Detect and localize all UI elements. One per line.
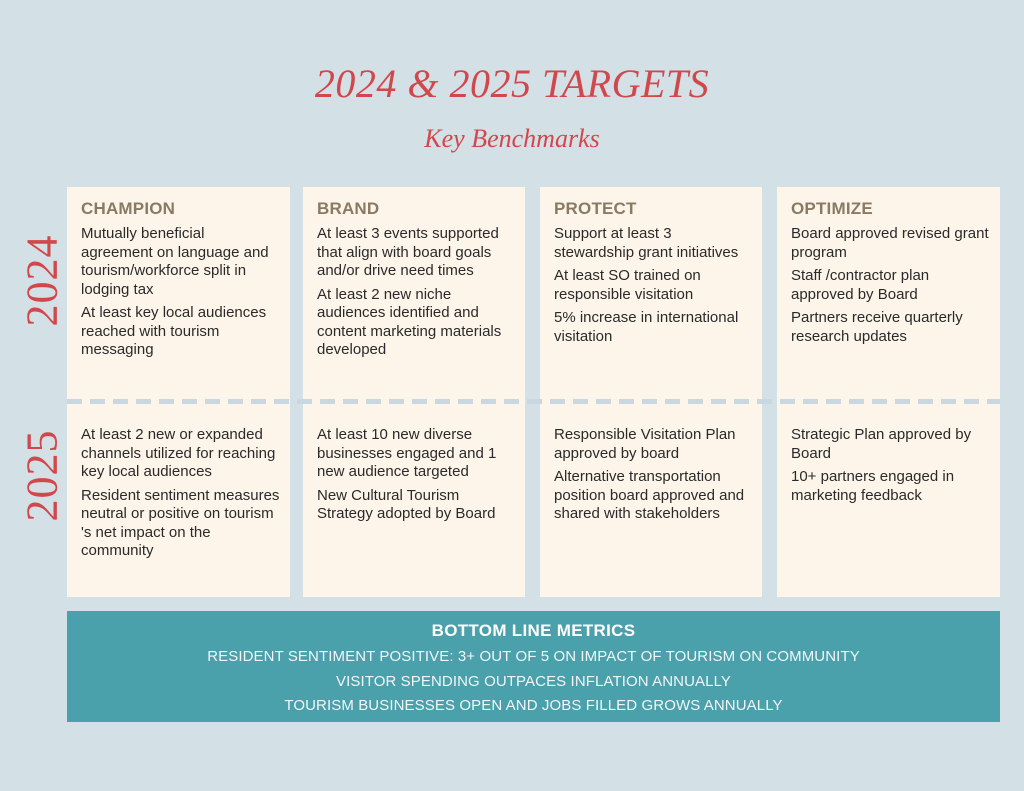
target-item: Resident sentiment measures neutral or positive on tourism 's net impact on the community [81,486,280,559]
target-item: New Cultural Tourism Strategy adopted by Board [317,486,496,522]
target-item: 10+ partners engaged in marketing feedback [791,468,955,504]
target-item: At least 10 new diverse businesses engaged and 1 new audience targeted [317,426,497,480]
year-label-2024 [17,215,67,345]
target-item: Board approved revised grant program [791,225,989,261]
pillar-heading: PROTECT [554,199,637,218]
target-item: Strategic Plan approved by Board [791,426,972,462]
target-item: At least 2 new or expanded channels utilized for reaching key local audiences [81,426,276,480]
bottom-line-metric: TOURISM BUSINESSES OPEN AND JOBS FILLED GROWS ANNUALLY [284,697,783,714]
target-item: Mutually beneficial agreement on language and tourism/workforce split in lodging tax [81,225,269,298]
year-divider-dashed-line [67,399,1000,404]
target-item: Partners receive quarterly research updates [791,309,963,345]
target-item: Responsible Visitation Plan approved by board [554,426,736,462]
pillar-heading: CHAMPION [81,199,176,218]
target-item: Support at least 3 stewardship grant initiatives [554,225,739,261]
target-item: At least SO trained on responsible visitation [554,267,701,303]
year-2025-text: 2025 [17,429,67,521]
pillar-column-champion [67,187,290,597]
cell-protect-2024 [540,187,762,399]
cell-protect-2025 [540,409,762,597]
pillar-heading: OPTIMIZE [791,199,873,218]
target-item: Alternative transportation position board approved and shared with stakeholders [554,468,745,522]
pillar-heading: BRAND [317,199,380,218]
page-title: 2024 & 2025 TARGETS [314,61,710,106]
cell-optimize-2025 [777,409,1000,597]
cell-champion-2024 [67,187,290,399]
pillar-column-protect [540,187,762,597]
bottom-line-metric: VISITOR SPENDING OUTPACES INFLATION ANNUALLY [335,672,732,690]
target-item: At least 2 new niche audiences identified and content marketing materials developed [317,285,502,358]
page-subtitle: Key Benchmarks [424,124,600,153]
cell-brand-2025 [303,409,525,597]
target-item: 5% increase in international visitation [554,309,739,345]
cell-champion-2025 [67,409,290,597]
bottom-line-metrics-panel [67,611,1000,722]
bottom-line-metric: RESIDENT SENTIMENT POSITIVE: 3+ OUT OF 5 ON IMPACT OF TOURISM ON COMMUNITY [207,648,860,665]
pillar-column-brand [303,187,525,597]
benchmarks-grid [67,187,1000,597]
target-item: Staff /contractor plan approved by Board [791,267,930,303]
target-item: At least 3 events supported that align with board goals and/or drive need times [317,225,499,279]
bottom-line-title: BOTTOM LINE METRICS [431,621,636,640]
year-label-2025 [17,410,67,540]
cell-optimize-2024 [777,187,1000,399]
target-item: At least key local audiences reached with tourism messaging [81,304,267,358]
cell-brand-2024 [303,187,525,399]
year-2024-text: 2024 [17,234,67,326]
pillar-column-optimize [777,187,1000,597]
